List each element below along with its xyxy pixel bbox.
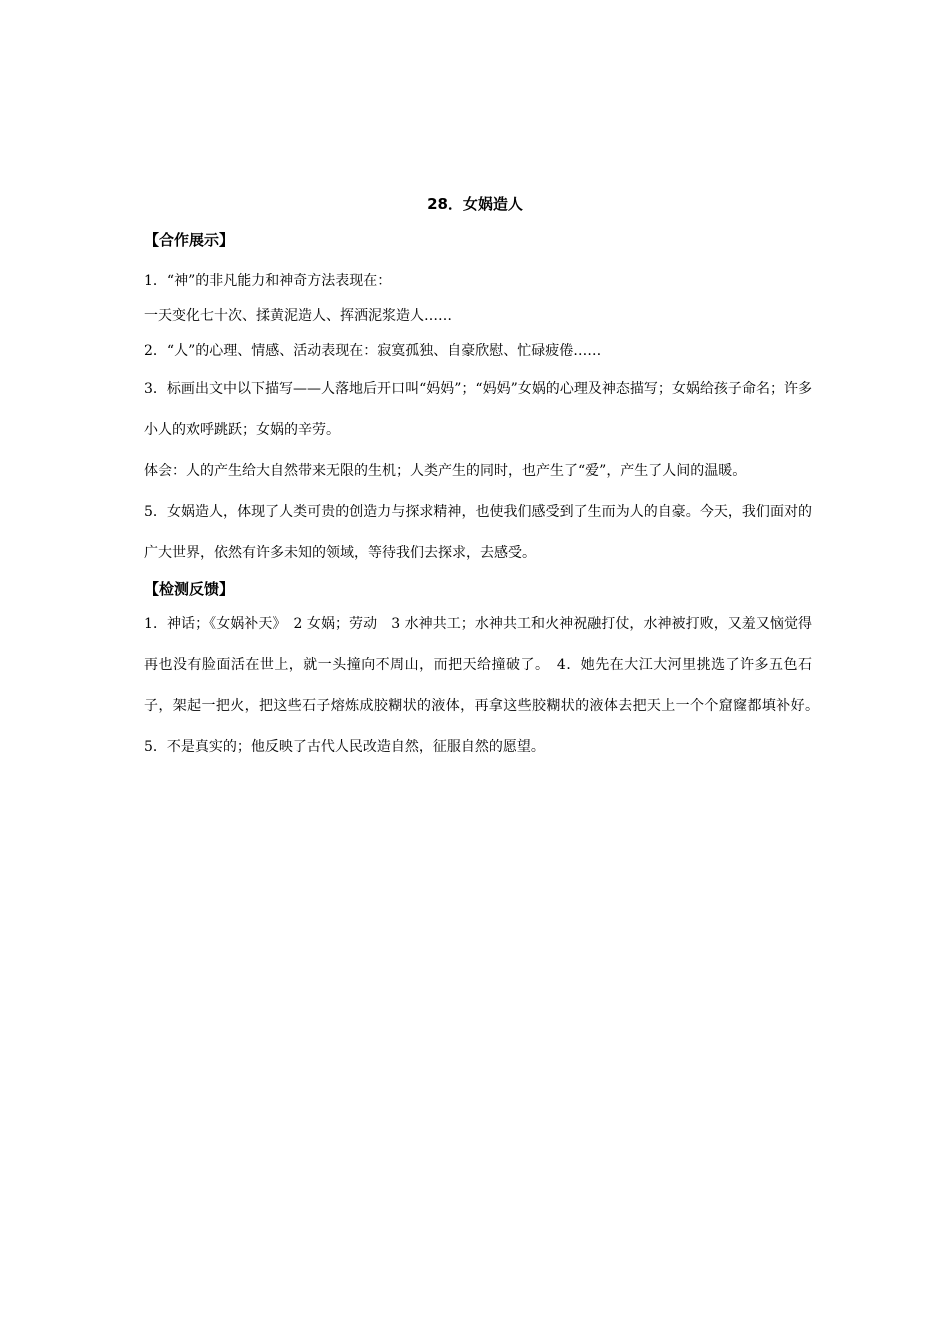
answer-line-1: 1．“神”的非凡能力和神奇方法表现在： xyxy=(144,273,392,289)
answer-reflection: 体会：人的产生给大自然带来无限的生机；人类产生的同时，也产生了“爱”，产生了人间的温暖。 xyxy=(144,463,747,479)
answer-line-5: 5．女娲造人，体现了人类可贵的创造力与探求精神，也使我们感受到了生而为人的自豪。今天，我们面对的广大世界，依然有许多未知的领域，等待我们去探求，去感受。 xyxy=(144,504,812,561)
answer-line-1-detail: 一天变化七十次、揉黄泥造人、挥洒泥浆造人…… xyxy=(144,308,452,324)
feedback-answers: 1．神话；《女娲补天》 2 女娲；劳动 3 水神共工；水神共工和火神祝融打仗，水神被打败，又羞又恼觉得再也没有脸面活在世上，就一头撞向不周山，而把天给撞破了。 4．她先在大江大河里挑选了许多五色石子，架起一把火，把这些石子熔炼成胶糊状的液体，再拿这些胶糊状的液体去把天上一个个窟窿都填补好。 5．不是真实的；他反映了古代人民改造自然，征服自然的愿望。 xyxy=(144,616,826,755)
document-body xyxy=(144,229,826,768)
answer-line-3: 3．标画出文中以下描写——人落地后开口叫“妈妈”；“妈妈”女娲的心理及神态描写；女娲给孩子命名；许多小人的欢呼跳跃；女娲的辛劳。 xyxy=(144,381,812,438)
section-heading-cooperation: 【合作展示】 xyxy=(144,231,235,249)
answer-line-2: 2．“人”的心理、情感、活动表现在：寂寞孤独、自豪欣慰、忙碌疲倦…… xyxy=(144,343,602,359)
section-heading-feedback: 【检测反馈】 xyxy=(144,580,235,598)
page-title: 28．女娲造人 xyxy=(427,195,523,213)
